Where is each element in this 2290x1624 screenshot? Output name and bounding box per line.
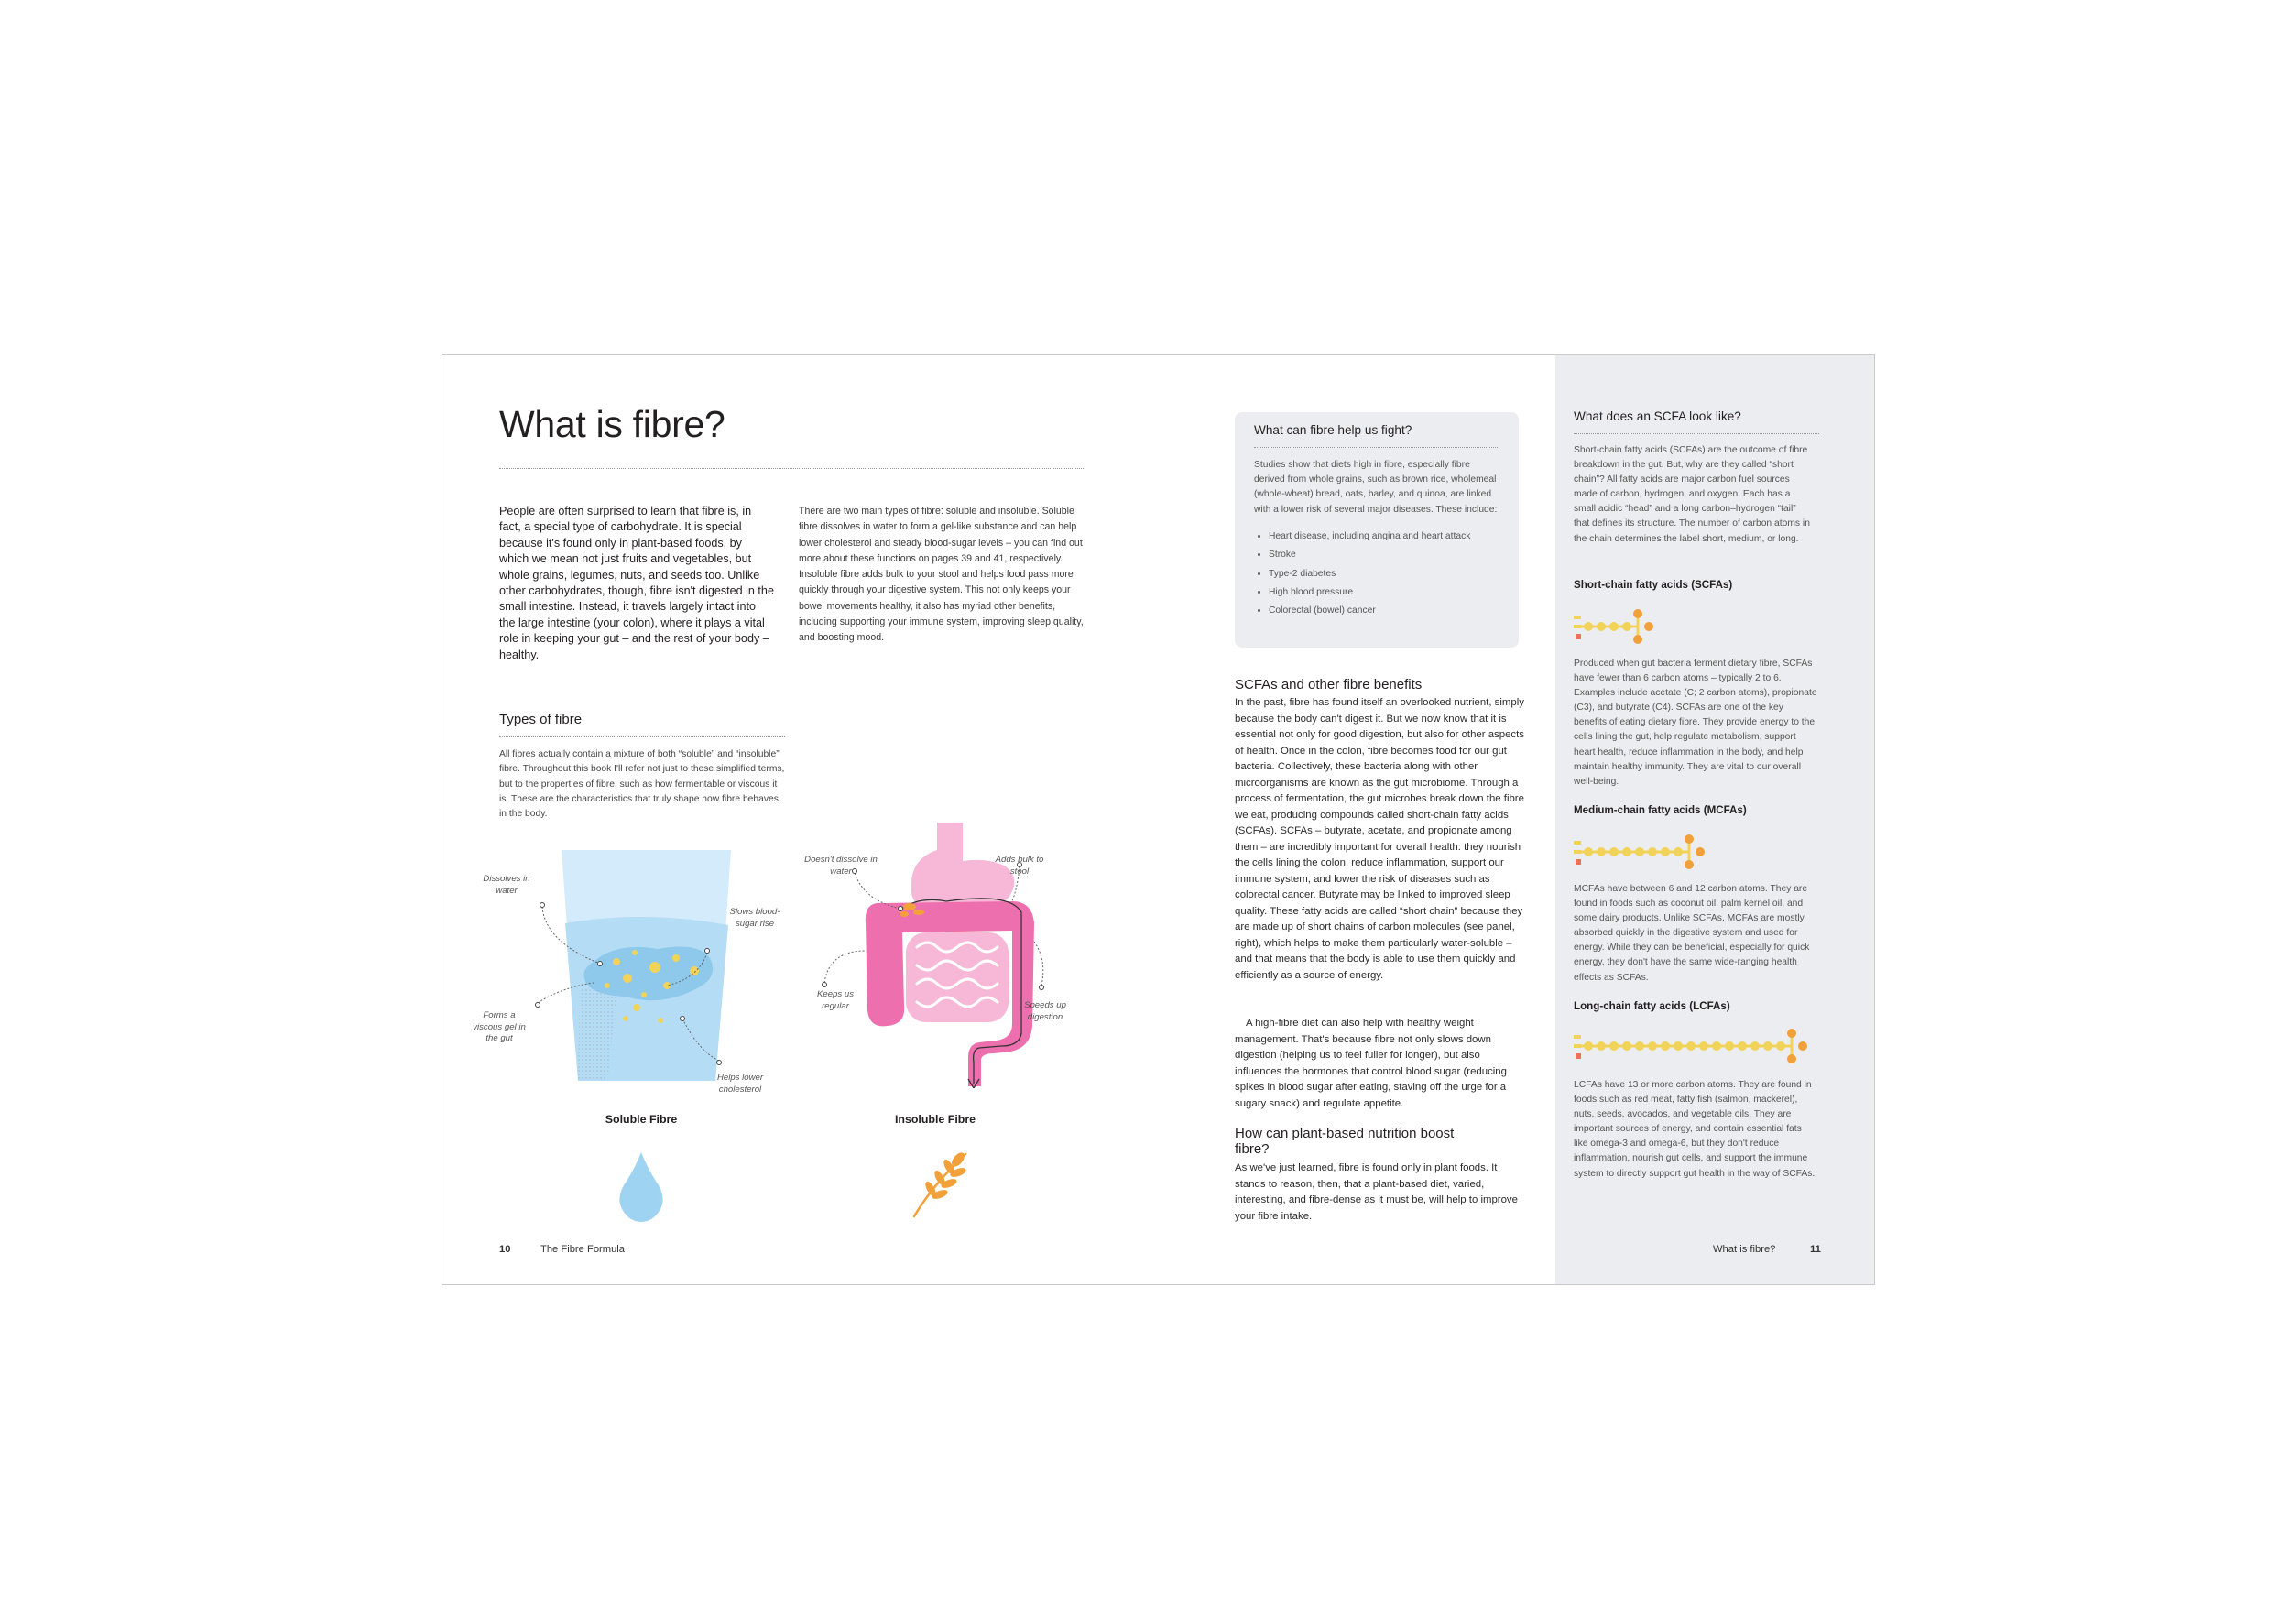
acid-head-atom bbox=[1633, 635, 1642, 644]
fight-box-heading: What can fibre help us fight? bbox=[1254, 423, 1412, 437]
sidebar-intro: Short-chain fatty acids (SCFAs) are the outcome of fibre breakdown in the gut. But, why are they called “short chain”? All fatty acids are major carbon fuel sources made of carbon, hydrogen, and oxygen. Each has a small acidic “head” and a long carbon–hydrogen “tail” that defines its structure. The number of carbon atoms in the chain determines the label short, medium, or long. bbox=[1574, 445, 1810, 544]
short-chain-diagram bbox=[1574, 608, 1848, 645]
acid-head-atom bbox=[1633, 609, 1642, 618]
carbon-atom bbox=[1674, 847, 1683, 856]
carbon-atom bbox=[1750, 1041, 1760, 1051]
soluble-caption: Soluble Fibre bbox=[605, 1113, 678, 1126]
carbon-atom bbox=[1584, 1041, 1593, 1051]
label-slows: Slows blood-sugar rise bbox=[729, 907, 780, 929]
mcfa-text: MCFAs have between 6 and 12 carbon atoms. They are found in foods such as coconut oil, palm kernel oil, and some dairy products. Unlike SCFAs, MCFAs are mostly absorbed quickly in the digestive system and used for energy. While they can be beneficial, especially for quick energy, they don't have the same wide-ranging health effects as SCFAs. bbox=[1574, 884, 1810, 983]
carbon-atom bbox=[1584, 847, 1593, 856]
book-spread bbox=[442, 354, 1875, 1285]
acid-head-atom bbox=[1798, 1041, 1807, 1051]
fight-box-text: Studies show that diets high in fibre, especially fibre derived from whole grains, such as brown rice, wholemeal (whole-wheat) bread, oats, barley, and quinoa, are linked with a lower risk of several major diseases. These include: bbox=[1254, 460, 1498, 515]
chain-tail-mark bbox=[1574, 616, 1581, 619]
fight-box-divider bbox=[1254, 447, 1499, 448]
acid-head-atom bbox=[1787, 1029, 1796, 1038]
carbon-atom bbox=[1609, 1041, 1619, 1051]
label-doesnt-dissolve: Doesn't dissolve in water bbox=[804, 855, 878, 877]
label-helps: Helps lower cholesterol bbox=[716, 1073, 764, 1095]
insoluble-caption: Insoluble Fibre bbox=[894, 1113, 976, 1126]
scfa-sidebar bbox=[1555, 355, 1875, 1285]
sidebar-heading: What does an SCFA look like? bbox=[1574, 409, 1741, 423]
chain-tail-tip bbox=[1576, 859, 1581, 865]
chain-tail-mark bbox=[1574, 1044, 1581, 1048]
chain-tail-tip bbox=[1576, 634, 1581, 639]
chain-tail-mark bbox=[1574, 1035, 1581, 1039]
carbon-atom bbox=[1661, 1041, 1670, 1051]
plant-based-paragraph: As we've just learned, fibre is found only in plant foods. It stands to reason, then, that a plant-based diet, varied, interesting, and fibre-dense as it must be, will help to improve your fibre intake. bbox=[1235, 1162, 1518, 1222]
page-title: What is fibre? bbox=[499, 403, 725, 445]
scfa-text: Produced when gut bacteria ferment dietary fibre, SCFAs have fewer than 6 carbon atoms – typically 2 to 6. Examples include acetate (C; 2 carbon atoms), propionate (C3), and butyrate (C4). SCFAs are one of the key benefits of eating dietary fibre. They provide energy to the cells lining the gut, help regulate metabolism, support heart health, reduce inflammation in the body, and help maintain healthy immunity. They are vital to our overall well-being. bbox=[1574, 659, 1817, 787]
carbon-atom bbox=[1674, 1041, 1683, 1051]
carbon-atom bbox=[1622, 622, 1631, 631]
carbon-atom bbox=[1648, 847, 1657, 856]
list-item: • Colorectal (bowel) cancer bbox=[1269, 604, 1507, 622]
chain-tail-mark bbox=[1574, 625, 1581, 628]
carbon-atom bbox=[1622, 1041, 1631, 1051]
disease-list bbox=[1254, 529, 1507, 622]
weight-paragraph: A high-fibre diet can also help with healthy weight management. That's because fibre not only slows down digestion (helping us to feel fuller for longer), but also influences the hormones that control blood sugar (reducing spikes in blood sugar after eating, staving off the urge for a sugary snack) and regulate appetite. bbox=[1235, 1018, 1507, 1109]
scfa-benefits-paragraph: In the past, fibre has found itself an overlooked nutrient, simply because the body can't digest it. But we now know that it is essential not only for good digestion, but also for other aspects of health. Once in the colon, fibre becomes food for our gut bacteria. Collectively, these bacteria along with other microorganisms are known as the gut microbiome. Through a process of fermentation, the gut microbes break down the fibre we eat, producing compounds called short-chain fatty acids (SCFAs). SCFAs – butyrate, acetate, and propionate among them – are incredibly important for overall health: they nourish the cells lining the colon, reduce inflammation, support our immune system, and lower the risk of diseases such as colorectal cancer. Butyrate may be linked to improved sleep quality. These fatty acids are called “short chain” because they are made up of short chains of carbon molecules (see panel, right), which helps to make them particularly water-soluble – and that means that the body is able to use them quickly and efficiently as a source of energy. bbox=[1235, 697, 1524, 981]
medium-chain-diagram bbox=[1574, 834, 1848, 870]
acid-head-atom bbox=[1685, 860, 1694, 869]
types-divider bbox=[499, 736, 785, 737]
title-divider bbox=[499, 468, 1084, 469]
carbon-atom bbox=[1597, 1041, 1606, 1051]
mcfa-heading: Medium-chain fatty acids (MCFAs) bbox=[1574, 804, 1747, 816]
label-speeds-digestion: Speeds up digestion bbox=[1024, 1000, 1066, 1022]
plant-based-heading: How can plant-based nutrition boost fibre? bbox=[1235, 1126, 1455, 1157]
carbon-atom bbox=[1622, 847, 1631, 856]
types-text: All fibres actually contain a mixture of both “soluble” and “insoluble” fibre. Throughout this book I'll refer not just to these simplified terms, but to the properties of fibre, such as how fermentable or viscous it is. These are the characteristics that truly shape how fibre behaves in the body. bbox=[499, 749, 785, 820]
sidebar-divider bbox=[1574, 433, 1819, 434]
running-title: What is fibre? bbox=[1713, 1244, 1776, 1255]
right-page-number: 11 bbox=[1810, 1244, 1821, 1255]
label-adds-bulk: Adds bulk to stool bbox=[995, 855, 1044, 877]
long-chain-diagram bbox=[1574, 1028, 1867, 1064]
water-drop-icon bbox=[615, 1150, 668, 1224]
carbon-atom bbox=[1635, 1041, 1644, 1051]
chain-tail-mark bbox=[1574, 841, 1581, 845]
book-title: The Fibre Formula bbox=[540, 1244, 626, 1255]
carbon-atom bbox=[1725, 1041, 1734, 1051]
carbon-atom bbox=[1635, 847, 1644, 856]
chain-tail-mark bbox=[1574, 850, 1581, 854]
carbon-atom bbox=[1763, 1041, 1772, 1051]
list-item: • Stroke bbox=[1269, 548, 1507, 566]
carbon-atom bbox=[1609, 847, 1619, 856]
acid-head-atom bbox=[1644, 622, 1653, 631]
label-forms: Forms a viscous gel in the gut bbox=[473, 1010, 526, 1043]
chain-tail-tip bbox=[1576, 1053, 1581, 1059]
carbon-atom bbox=[1609, 622, 1619, 631]
list-item: • Type-2 diabetes bbox=[1269, 567, 1507, 585]
carbon-atom bbox=[1712, 1041, 1721, 1051]
carbon-atom bbox=[1699, 1041, 1708, 1051]
types-heading: Types of fibre bbox=[499, 712, 583, 727]
carbon-atom bbox=[1661, 847, 1670, 856]
fibre-types-paragraph: There are two main types of fibre: soluble and insoluble. Soluble fibre dissolves in water to form a gel-like substance and can help lower cholesterol and steady blood-sugar levels – you can find out more about these functions on pages 39 and 41, respectively. Insoluble fibre adds bulk to your stool and helps food pass more quickly through your digestive system. This not only keeps your bowel movements healthy, it also has myriad other benefits, including supporting your immune system, improving sleep quality, and boosting mood. bbox=[799, 506, 1084, 644]
acid-head-atom bbox=[1787, 1054, 1796, 1063]
carbon-atom bbox=[1597, 622, 1606, 631]
left-page-number: 10 bbox=[499, 1244, 511, 1255]
carbon-atom bbox=[1648, 1041, 1657, 1051]
carbon-atom bbox=[1738, 1041, 1747, 1051]
list-item: • High blood pressure bbox=[1269, 585, 1507, 604]
intro-paragraph: People are often surprised to learn that fibre is, in fact, a special type of carbohydrate. It is special because it's found only in plant-based foods, by which we mean not just fruits and vegetables, but whole grains, legumes, nuts, and seeds too. Unlike other carbohydrates, though, fibre isn't digested in the small intestine. Instead, it travels largely intact into the large intestine (your colon), where it plays a vital role in keeping your gut – and the rest of your body – healthy. bbox=[499, 505, 774, 661]
list-item: • Heart disease, including angina and heart attack bbox=[1269, 529, 1507, 548]
carbon-atom bbox=[1584, 622, 1593, 631]
scfa-benefits-heading: SCFAs and other fibre benefits bbox=[1235, 677, 1423, 692]
acid-head-atom bbox=[1685, 834, 1694, 844]
carbon-atom bbox=[1776, 1041, 1785, 1051]
wheat-icon bbox=[905, 1149, 975, 1222]
lcfa-heading: Long-chain fatty acids (LCFAs) bbox=[1574, 1000, 1730, 1012]
acid-head-atom bbox=[1696, 847, 1705, 856]
label-keeps-regular: Keeps us regular bbox=[816, 989, 854, 1011]
carbon-atom bbox=[1686, 1041, 1696, 1051]
lcfa-text: LCFAs have 13 or more carbon atoms. They are found in foods such as red meat, fatty fish (salmon, mackerel), nuts, seeds, avocados, and vegetable oils. They are important sources of energy, and contain essential fats like omega-3 and omega-6, but they don't reduce inflammation, nourish gut cells, and support the immune system to directly support gut health in the way of SCFAs. bbox=[1574, 1080, 1816, 1179]
label-dissolves: Dissolves in water bbox=[483, 874, 530, 896]
scfa-heading: Short-chain fatty acids (SCFAs) bbox=[1574, 579, 1733, 591]
carbon-atom bbox=[1597, 847, 1606, 856]
fight-box bbox=[1235, 412, 1519, 648]
